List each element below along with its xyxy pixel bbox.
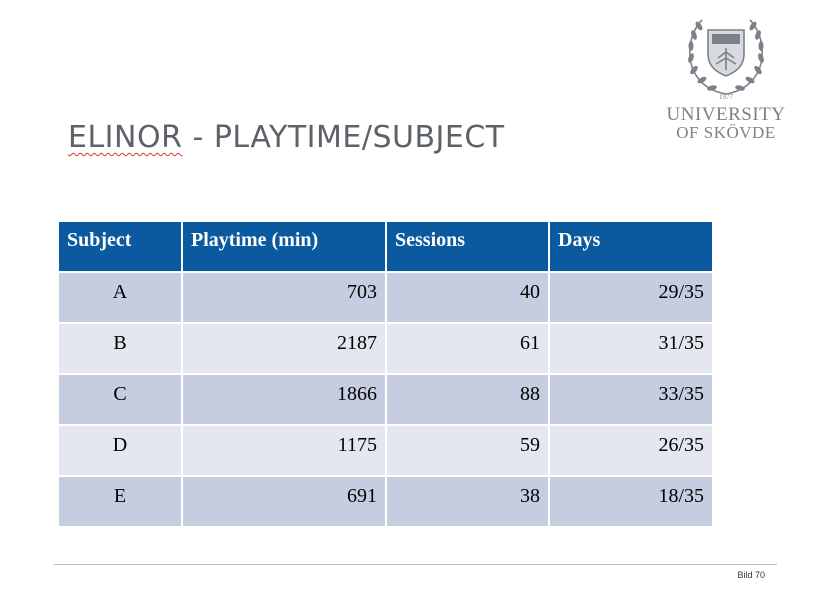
table-row (59, 374, 712, 425)
cell-subject: C (59, 374, 182, 425)
footer-divider (54, 564, 777, 565)
logo-line-2: OF SKÖVDE (676, 123, 776, 142)
header-days: Days (549, 222, 712, 272)
cell-playtime: 2187 (182, 323, 386, 374)
logo-year: 1977 (719, 93, 733, 101)
university-logo (664, 14, 788, 142)
cell-sessions: 59 (386, 425, 549, 476)
cell-subject: E (59, 476, 182, 527)
cell-sessions: 88 (386, 374, 549, 425)
cell-sessions: 38 (386, 476, 549, 527)
cell-subject: A (59, 272, 182, 323)
cell-days: 33/35 (549, 374, 712, 425)
table-row (59, 425, 712, 476)
cell-subject: D (59, 425, 182, 476)
table-row (59, 272, 712, 323)
cell-playtime: 1175 (182, 425, 386, 476)
cell-days: 18/35 (549, 476, 712, 527)
header-subject: Subject (59, 222, 182, 272)
table-header-row (59, 222, 712, 272)
logo-line-1: UNIVERSITY (666, 104, 786, 125)
cell-playtime: 1866 (182, 374, 386, 425)
university-crest-icon (680, 14, 772, 98)
title-rest: - PLAYTIME/SUBJECT (182, 120, 505, 155)
title-name: ELINOR (68, 120, 183, 155)
cell-sessions: 61 (386, 323, 549, 374)
cell-days: 26/35 (549, 425, 712, 476)
table-row (59, 323, 712, 374)
header-sessions: Sessions (386, 222, 549, 272)
header-playtime: Playtime (min) (182, 222, 386, 272)
cell-subject: B (59, 323, 182, 374)
cell-playtime: 691 (182, 476, 386, 527)
cell-playtime: 703 (182, 272, 386, 323)
table-row (59, 476, 712, 527)
slide-title (68, 120, 505, 155)
slide-number: Bild 70 (737, 570, 765, 580)
cell-days: 31/35 (549, 323, 712, 374)
cell-sessions: 40 (386, 272, 549, 323)
cell-days: 29/35 (549, 272, 712, 323)
playtime-table (59, 222, 712, 528)
